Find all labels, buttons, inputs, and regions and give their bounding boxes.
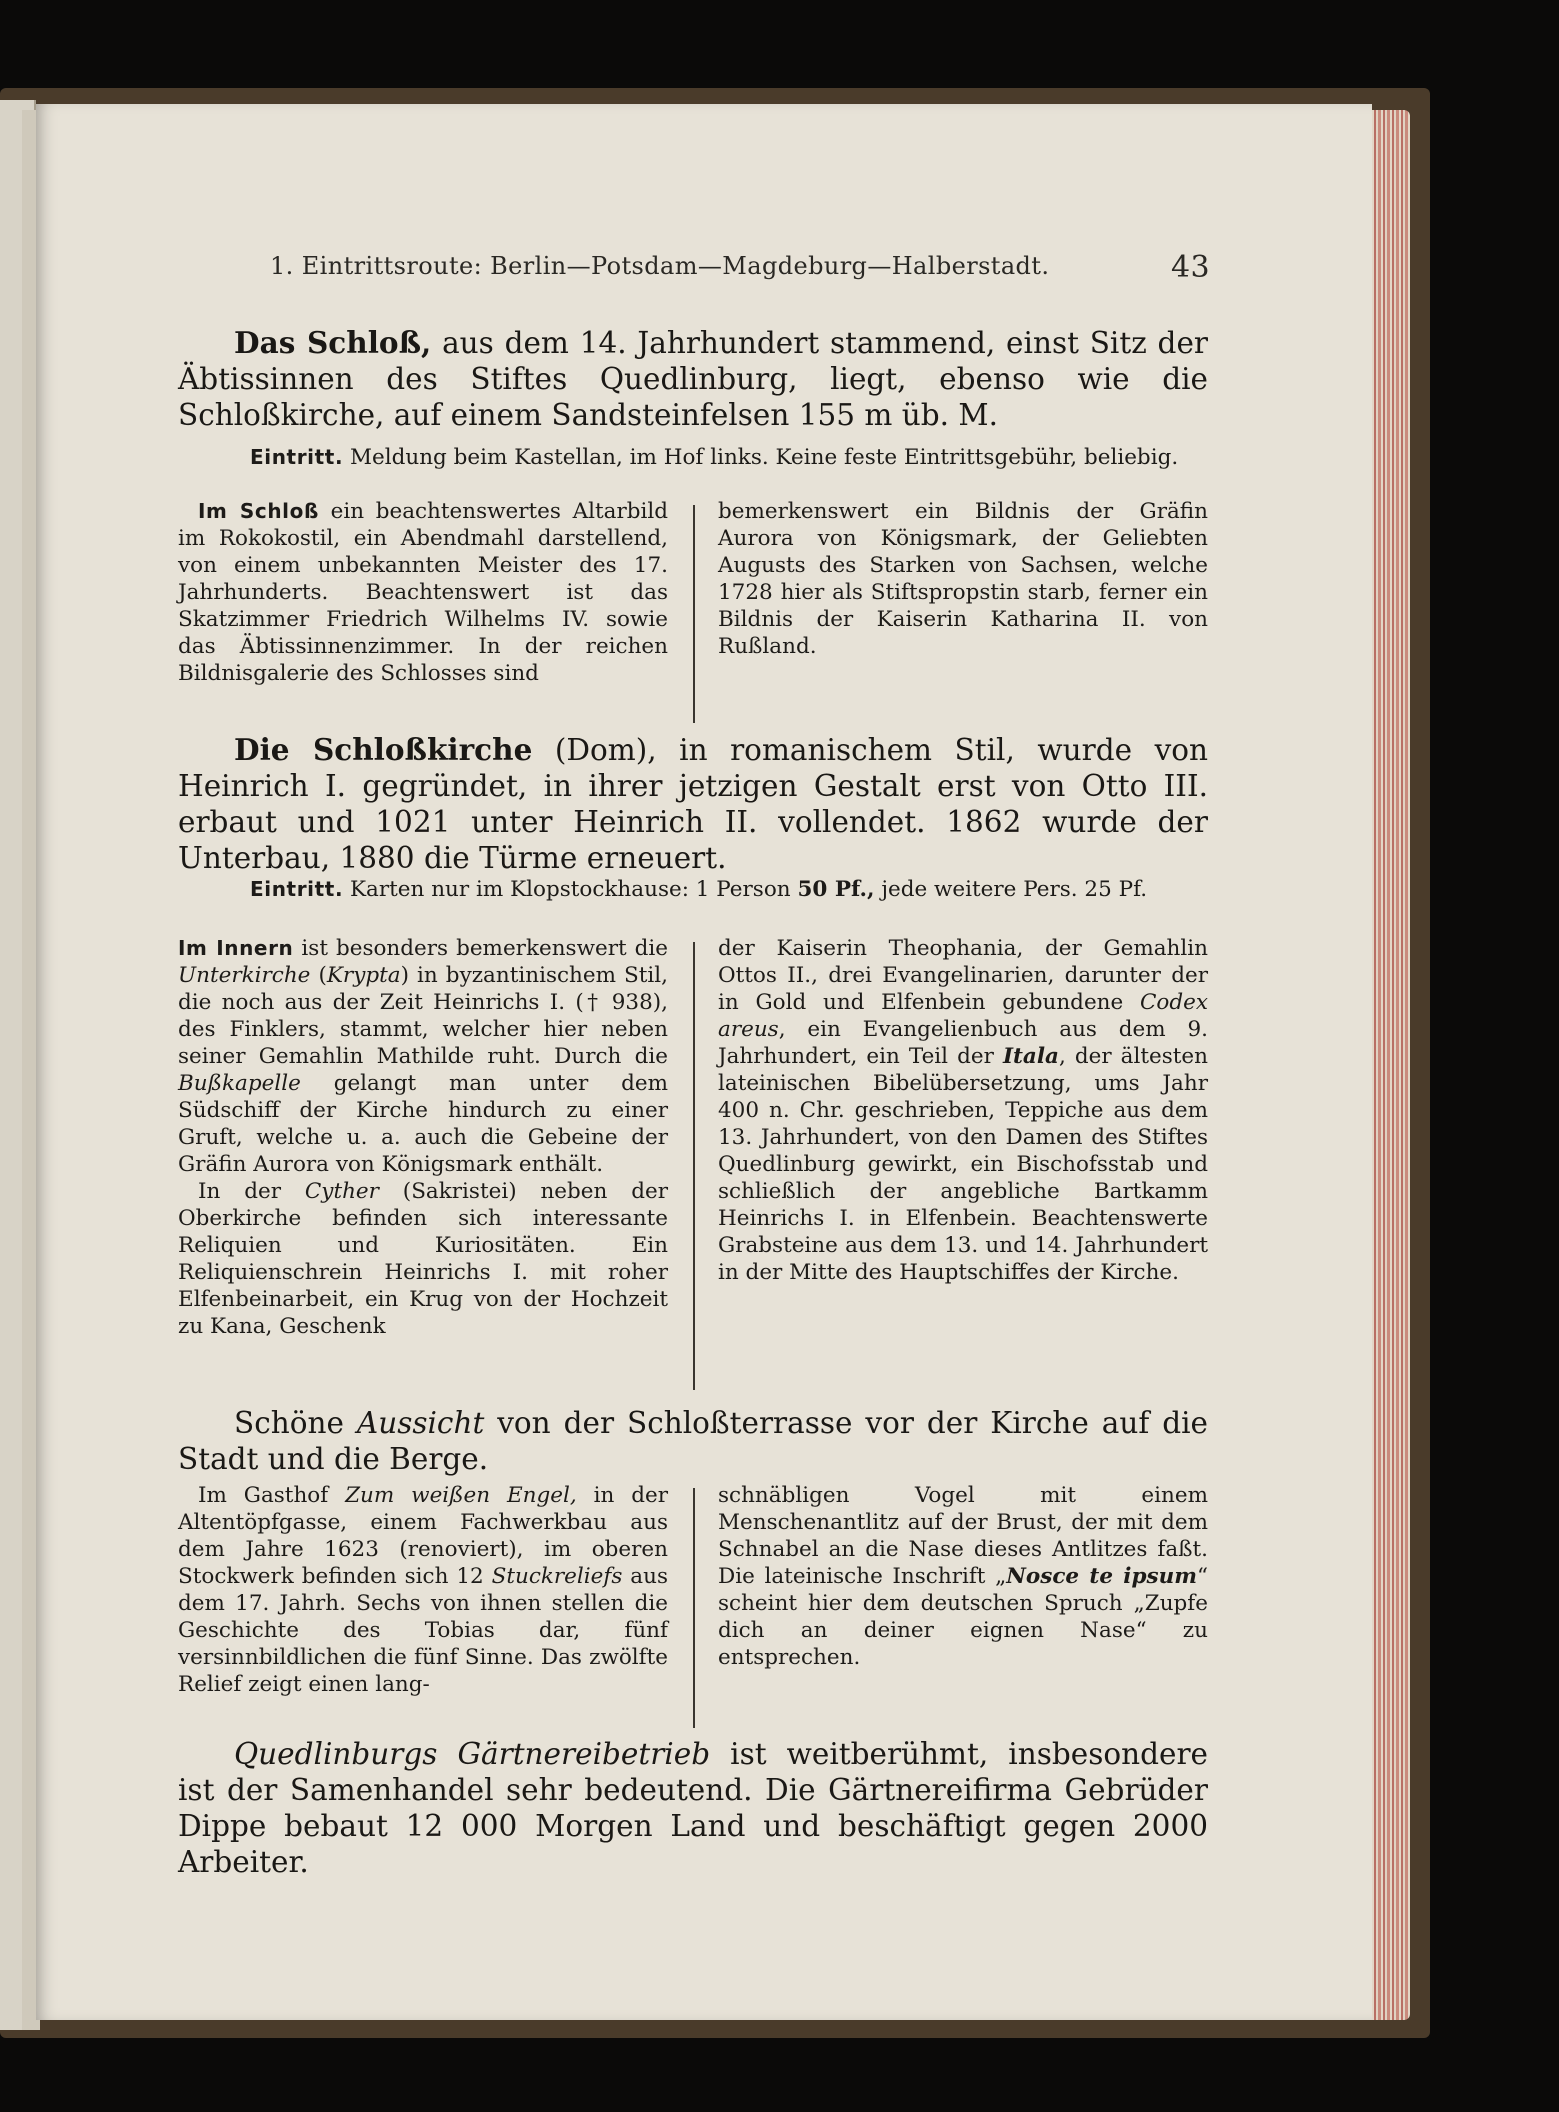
section-schloss [178,325,1208,433]
entry-label: Eintritt. [250,445,344,469]
entry-label: Eintritt. [250,877,344,901]
text-run: Im Gasthof [198,1483,346,1508]
text-run: , der ältesten lateinischen Bibelübersetzung, ums Jahr 400 n. Chr. geschrieben, Teppiche aus dem 13. Jahrhundert, von den Damen des Stiftes Quedlinburg gewirkt, ein Bischofsstab und schließlich der angebliche Bartkamm Heinrichs I. in Elfenbein. Beachtenswerte Grabsteine aus dem 13. und 14. Jahrhundert in der Mitte des Hauptschiffes der Kirche. [718,1044,1208,1285]
entry-price: 50 Pf., [797,877,875,902]
entry-text: Meldung beim Kastellan, im Hof links. Keine feste Eintrittsgebühr, beliebig. [343,445,1179,470]
text-run: (Sakristei) neben der Oberkirche befinden sich interessante Reliquien und Kuriositäten. Ein Reliquienschrein Heinrichs I. mit roher Elfenbeinarbeit, ein Krug von der Hochzeit zu Kana, Geschenk [178,1179,668,1339]
italic-term: Zum weißen Engel, [345,1483,577,1508]
column-divider [693,942,695,1390]
text-run: der Kaiserin Theophania, der Gemahlin Ottos II., drei Evangelinarien, darunter der in Gold und Elfenbein gebundene [718,936,1208,1015]
column-text: bemerkenswert ein Bildnis der Gräfin Aurora von Königsmark, der Geliebten Augusts des Starken von Sachsen, welche 1728 hier als Stiftspropstin starb, ferner ein Bildnis der Kaiserin Katharina II. von Rußland. [718,499,1208,659]
entry-info-1 [178,444,1208,471]
paragraph-text: (Dom), in romanischem Stil, wurde von Heinrich I. gegründet, in ihrer jetzigen Gestalt erst von Otto III. erbaut und 1021 unter Heinrich II. vollendet. 1862 wurde der Unterbau, 1880 die Türme erneuert. [178,733,1208,875]
italic-term: Cyther [304,1179,379,1204]
paragraph-text: aus dem 14. Jahrhundert stammend, einst Sitz der Äbtissinnen des Stiftes Quedlinburg, liegt, ebenso wie die Schloßkirche, auf einem Sandsteinfelsen 155 m üb. M. [178,326,1209,432]
text-run: aus dem 17. Jahrh. Sechs von ihnen stellen die Geschichte des Tobias dar, fünf versinnbildlichen die fünf Sinne. Das zwölfte Relief zeigt einen lang- [178,1564,668,1697]
page-number: 43 [1171,250,1210,285]
text-run: Schöne [234,1406,357,1440]
text-run: von der Schloßterrasse vor der Kirche auf die Stadt und die Berge. [178,1406,1209,1476]
text-run: in der Altentöpfgasse, einem Fachwerkbau aus dem Jahre 1623 (renoviert), im oberen Stockwerk befinden sich 12 [178,1483,669,1589]
section-schlosskirche [178,732,1208,876]
column-right [718,935,1208,1340]
italic-term: Quedlinburgs Gärtnereibetrieb [234,1737,711,1771]
text-run: schnäbligen Vogel mit einem Menschenantlitz auf der Brust, der mit dem Schnabel an die Nase dieses Antlitzes faßt. Die lateinische Inschrift „ [718,1483,1208,1589]
running-header [270,250,1210,285]
text-run: ( [310,963,327,988]
italic-term: Stuckreliefs [491,1564,623,1589]
column-left [178,498,668,687]
italic-term: Aussicht [356,1406,485,1440]
column-left [178,1482,668,1698]
route-title: 1. Eintrittsroute: Berlin—Potsdam—Magdeburg—Halberstadt. [270,252,1050,280]
entry-text: jede weitere Pers. 25 Pf. [874,877,1148,902]
italic-term: Bußkapelle [178,1071,301,1096]
section-aussicht [178,1405,1208,1477]
entry-text: Karten nur im Klopstockhause: 1 Person [343,877,798,902]
column-text: ein beachtenswertes Altarbild im Rokokostil, ein Abendmahl darstellend, von einem unbekannten Meister des 17. Jahrhunderts. Beachtenswert ist das Skatzimmer Friedrich Wilhelms IV. sowie das Äbtissinnenzimmer. In der reichen Bildnisgalerie des Schlosses sind [178,499,669,686]
column-divider [693,1488,695,1728]
column-label: Im Innern [178,936,294,960]
entry-info-2 [178,876,1208,903]
text-run: , ein Evangelienbuch aus dem 9. Jahrhundert, ein Teil der [718,1017,1208,1069]
text-run: ist besonders bemerkenswert die [293,936,668,961]
section-gaertnerei [178,1736,1208,1880]
text-run: ) in byzantinischem Stil, die noch aus der Zeit Heinrichs I. († 938), des Finklers, stammt, welcher hier neben seiner Gemahlin Mathilde ruht. Durch die [178,963,668,1069]
text-run: In der [198,1179,305,1204]
column-right [718,1482,1208,1698]
text-run: “ scheint hier dem deutschen Spruch „Zupfe dich an deiner eignen Nase“ zu entsprechen. [718,1564,1208,1670]
italic-term: Nosce te ipsum [1006,1564,1197,1589]
italic-term: Itala [1002,1044,1059,1069]
lead-term: Die Schloßkirche [234,732,533,767]
column-right [718,498,1208,687]
column-label: Im Schloß [198,499,319,523]
column-left [178,935,668,1340]
lead-term: Das Schloß, [234,325,432,360]
italic-term: Unterkirche [178,963,311,988]
text-run: gelangt man unter dem Südschiff der Kirche hindurch zu einer Gruft, welche u. a. auch die Gebeine der Gräfin Aurora von Königsmark enthält. [178,1071,668,1177]
column-divider [693,505,695,723]
italic-term: Krypta [326,963,401,988]
italic-term: Codex areus [718,990,1208,1042]
paragraph-text: ist weitberühmt, insbesondere ist der Samenhandel sehr bedeutend. Die Gärtnereifirma Gebrüder Dippe bebaut 12 000 Morgen Land und beschäftigt gegen 2000 Arbeiter. [178,1737,1209,1879]
